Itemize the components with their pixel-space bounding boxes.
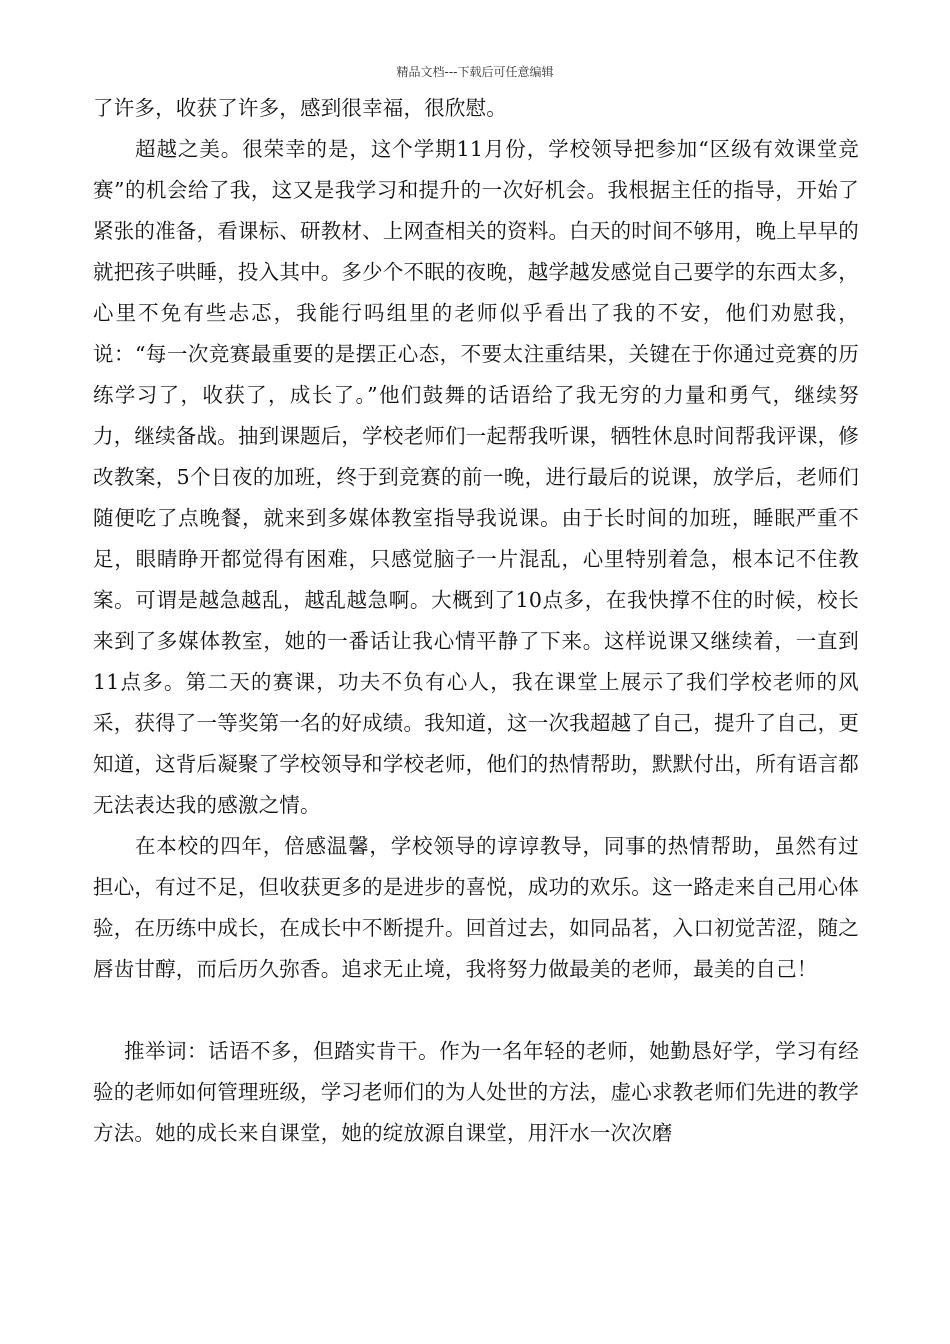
page-header: 精品文档---下载后可任意编辑	[396, 65, 554, 79]
paragraph-recommendation: 推举词：话语不多，但踏实肯干。作为一名年轻的老师，她勤恳好学，学习有经验的老师如何管理班级，学习老师们的为人处世的方法，虚心求教老师们先进的教学方法。她的成长来自课堂，她的绽放源自课堂，用汗水一次次磨	[93, 1039, 859, 1145]
paragraph-gap	[93, 990, 859, 1031]
paragraph-reflection: 在本校的四年，倍感温馨，学校领导的谆谆教导，同事的热情帮助，虽然有过担心，有过不足，但收获更多的是进步的喜悦，成功的欢乐。这一路走来自己用心体验，在历练中成长，在成长中不断提升。回首过去，如同品茗，入口初觉苦涩，随之唇齿甘醇，而后历久弥香。追求无止境，我将努力做最美的老师，最美的自己！	[93, 834, 859, 981]
paragraph-transcendence: 超越之美。很荣幸的是，这个学期11月份，学校领导把参加“区级有效课堂竞赛”的机会给了我，这又是我学习和提升的一次好机会。我根据主任的指导，开始了紧张的准备，看课标、研教材、上网查相关的资料。白天的时间不够用，晚上早早的就把孩子哄睡，投入其中。多少个不眠的夜晚，越学越发感觉自己要学的东西太多，心里不免有些忐忑，我能行吗组里的老师似乎看出了我的不安，他们劝慰我，说：“每一次竞赛最重要的是摆正心态，不要太注重结果，关键在于你通过竞赛的历练学习了，收获了，成长了。”他们鼓舞的话语给了我无穷的力量和勇气，继续努力，继续备战。抽到课题后，学校老师们一起帮我听课，牺牲休息时间帮我评课，修改教案，5个日夜的加班，终于到竞赛的前一晚，进行最后的说课，放学后，老师们随便吃了点晚餐，就来到多媒体教室指导我说课。由于长时间的加班，睡眠严重不足，眼睛睁开都觉得有困难，只感觉脑子一片混乱，心里特别着急，根本记不住教案。可谓是越急越乱，越乱越急啊。大概到了10点多，在我快撑不住的时候，校长来到了多媒体教室，她的一番话让我心情平静了下来。这样说课又继续着，一直到11点多。第二天的赛课，功夫不负有心人，我在课堂上展示了我们学校老师的风采，获得了一等奖第一名的好成绩。我知道，这一次我超越了自己，提升了自己，更知道，这背后凝聚了学校领导和学校老师，他们的热情帮助，默默付出，所有语言都无法表达我的感激之情。	[93, 137, 859, 817]
paragraph-continuation: 了许多，收获了许多，感到很幸福，很欣慰。	[93, 96, 507, 120]
document-body	[93, 88, 859, 1154]
